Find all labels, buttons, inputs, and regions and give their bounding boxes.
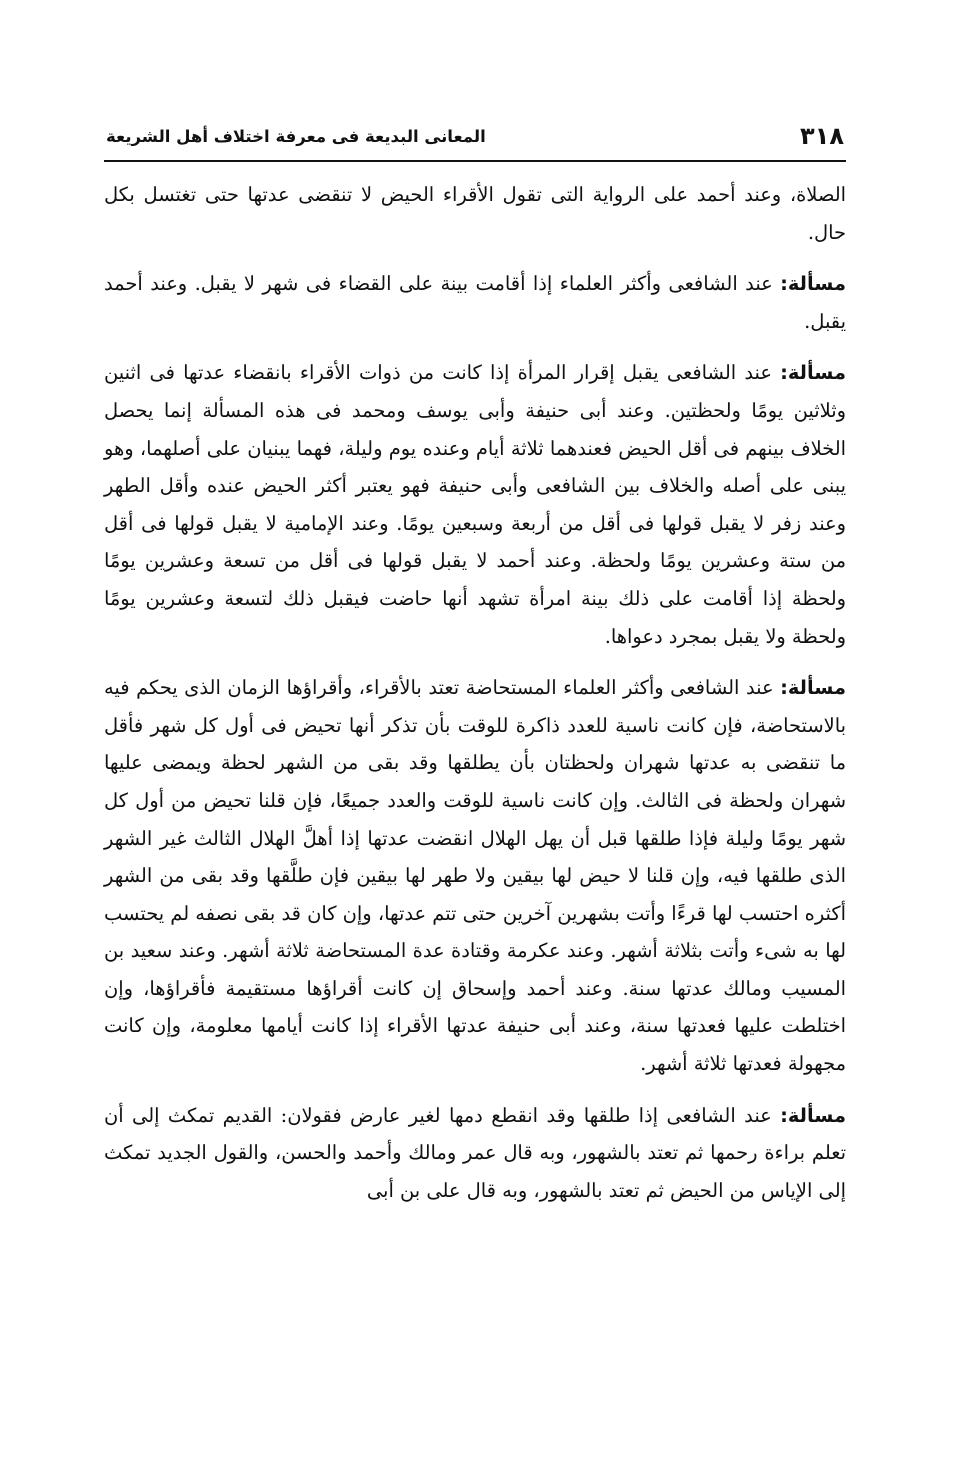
- page-body: [104, 176, 846, 1209]
- book-page: [104, 118, 846, 1223]
- paragraph-continuation: [104, 176, 846, 251]
- page-number: ٣١٨: [800, 122, 844, 150]
- paragraph-masala: [104, 1097, 846, 1210]
- masala-heading: مسألة:: [780, 272, 846, 296]
- paragraph-text: الصلاة، وعند أحمد على الرواية التى تقول الأقراء الحيض لا تنقضى عدتها حتى تغتسل بكل حال.: [104, 183, 846, 244]
- paragraph-masala: [104, 354, 846, 655]
- paragraph-text: عند الشافعى وأكثر العلماء المستحاضة تعتد بالأقراء، وأقراؤها الزمان الذى يحكم فيه بالاستحاضة، فإن كانت ناسية للعدد ذاكرة للوقت بأن تذكر أنها تحيض فى أول كل شهر فأقل ما تنقضى به عدتها شهران ولحظتان بأن يطلقها وقد بقى من الشهر لحظة ويمضى عليها شهران ولحظة فى الثالث. وإن كانت ناسية للوقت والعدد جميعًا، فإن قلنا تحيض من أول كل شهر يومًا وليلة فإذا طلقها قبل أن يهل الهلال انقضت عدتها إذا أهلَّ الهلال الثالث غير الشهر الذى طلقها فيه، وإن قلنا لا حيض لها بيقين ولا طهر لها بيقين فإن طلَّقها وقد بقى من الشهر أكثره احتسب لها قرءًا وأتت بشهرين آخرين حتى تتم عدتها، وإن كان قد بقى نصفه لم يحتسب لها به شىء وأتت بثلاثة أشهر. وعند عكرمة وقتادة عدة المستحاضة ثلاثة أشهر. وعند سعيد بن المسيب ومالك عدتها سنة. وعند أحمد وإسحاق إن كانت أقراؤها مستقيمة فأقراؤها، وإن اختلطت عليها فعدتها سنة، وعند أبى حنيفة عدتها الأقراء إذا كانت أيامها معلومة، وإن كانت مجهولة فعدتها ثلاثة أشهر.: [104, 676, 846, 1076]
- paragraph-text: عند الشافعى إذا طلقها وقد انقطع دمها لغير عارض فقولان: القديم تمكث إلى أن تعلم براءة رحمها ثم تعتد بالشهور، وبه قال عمر ومالك وأحمد والحسن، والقول الجديد تمكث إلى الإياس من الحيض ثم تعتد بالشهور، وبه قال على بن أبى: [104, 1103, 846, 1202]
- page-header: [104, 118, 846, 162]
- running-title: المعانى البديعة فى معرفة اختلاف أهل الشريعة: [106, 126, 486, 146]
- paragraph-masala: [104, 265, 846, 340]
- paragraph-text: عند الشافعى وأكثر العلماء إذا أقامت بينة على القضاء فى شهر لا يقبل. وعند أحمد يقبل.: [104, 272, 846, 333]
- paragraph-text: عند الشافعى يقبل إقرار المرأة إذا كانت من ذوات الأقراء بانقضاء عدتها فى اثنين وثلاثين يومًا ولحظتين. وعند أبى حنيفة وأبى يوسف ومحمد فى هذه المسألة إنما يحصل الخلاف بينهم فى أقل الحيض فعندهما ثلاثة أيام وعنده يوم وليلة، فهما يبنيان على أصلهما، وهو يبنى على أصله والخلاف بين الشافعى وأبى حنيفة فهو يعتبر أكثر الحيض عنده وأقل الطهر وعند زفر لا يقبل قولها فى أقل من أربعة وسبعين يومًا. وعند الإمامية لا يقبل قولها فى أقل من ستة وعشرين يومًا ولحظة. وعند أحمد لا يقبل قولها فى أقل من تسعة وعشرين يومًا ولحظة إذا أقامت على ذلك بينة امرأة تشهد أنها حاضت فيقبل ذلك لتسعة وعشرين يومًا ولحظة ولا يقبل بمجرد دعواها.: [104, 361, 846, 648]
- masala-heading: مسألة:: [780, 1103, 846, 1127]
- masala-heading: مسألة:: [780, 676, 846, 700]
- paragraph-masala: [104, 669, 846, 1083]
- masala-heading: مسألة:: [780, 361, 846, 385]
